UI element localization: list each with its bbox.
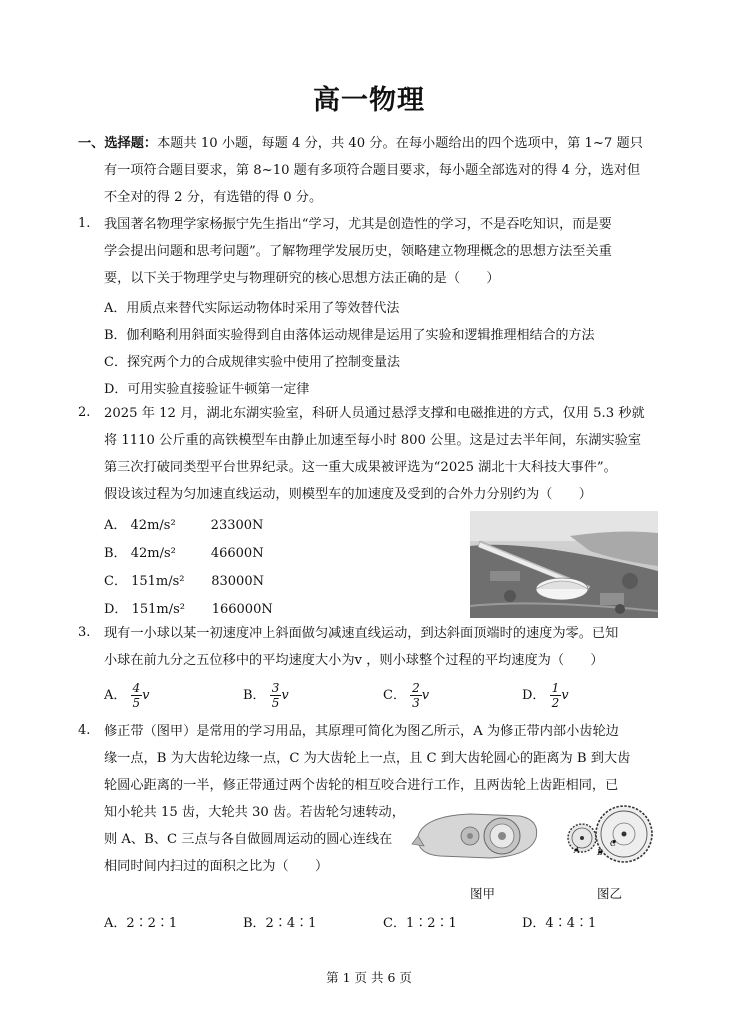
question-2-number: 2. [78,405,91,420]
question-1-option-a: A．用质点来替代实际运动物体时采用了等效替代法 [104,301,400,316]
velocity-symbol: v [142,688,150,703]
velocity-symbol: v [421,688,430,703]
question-3-option-b [243,681,289,710]
figure-caption-jia: 图甲 [470,886,496,901]
question-1-line: 学会提出问题和思考问题”。了解物理学发展历史，领略建立物理概念的思想方法至关重 [104,244,612,259]
question-2-line: 2025 年 12 月，湖北东湖实验室，科研人员通过悬浮支撑和电磁推进的方式，仅用 5.3 秒就 [104,406,645,421]
question-4-line: 轮圆心距离的一半，修正带通过两个齿轮的相互咬合进行工作，且两齿轮上齿距相同，已 [104,778,619,793]
question-1-option-c: C．探究两个力的合成规律实验中使用了控制变量法 [104,355,400,370]
question-3-number: 3. [78,625,91,640]
question-3-line: 现有一小球以某一初速度冲上斜面做匀减速直线运动，到达斜面顶端时的速度为零。已知 [104,626,619,641]
question-2-line: 将 1110 公斤重的高铁模型车由静止加速至每小时 800 公里。这是过去半年间，东湖实验室 [104,433,642,448]
question-2-line: 假设该过程为匀加速直线运动，则模型车的加速度及受到的合外力分别约为（ ） [104,487,592,502]
question-1-line: 我国著名物理学家杨振宁先生指出“学习，尤其是创造性的学习，不是吞吃知识，而是要 [104,217,612,232]
option-acceleration: 42m/s² [130,546,176,561]
question-1-line: 要，以下关于物理学史与物理研究的核心思想方法正确的是（ ） [104,271,500,286]
question-4-line: 知小轮共 15 齿，大轮共 30 齿。若齿轮匀速转动， [104,805,405,820]
velocity-symbol: v [561,688,569,703]
option-force: 166000N [211,602,273,617]
option-letter: D． [522,688,546,703]
denominator: 2 [551,696,560,710]
question-4-line: 相同时间内扫过的面积之比为（ ） [104,859,329,874]
gear-label-b: B [597,848,603,857]
denominator: 3 [412,696,420,710]
option-force: 23300N [210,518,264,533]
section-intro-text: 本题共 10 小题，每题 4 分，共 40 分。在每小题给出的四个选项中，第 1~7 题只 [157,136,643,151]
section-intro-line-3: 不全对的得 2 分，有选错的得 0 分。 [104,190,323,205]
correction-tape-icon [412,814,537,858]
option-letter: C． [104,574,127,589]
question-3-line: 小球在前九分之五位移中的平均速度大小为v ，则小球整个过程的平均速度为（ ） [104,653,604,668]
question-4-line: 缘一点，B 为大齿轮边缘一点，C 为大齿轮上一点，且 C 到大齿轮圆心的距离为 B 到大齿 [104,751,631,766]
lab-aerial-photo [470,511,658,618]
fraction [131,681,143,710]
denominator: 5 [132,696,141,710]
option-force: 46600N [210,546,264,561]
question-1-number: 1. [78,216,91,231]
question-4-option-c: C．1∶2∶1 [383,916,457,931]
numerator: 3 [271,681,280,695]
option-letter: A． [104,688,127,703]
section-intro-line-1 [78,135,643,153]
question-4-number: 4. [78,723,91,738]
option-letter: D． [104,602,128,617]
numerator: 4 [132,681,141,695]
question-4-option-d: D．4∶4∶1 [522,916,597,931]
option-letter: C． [383,688,406,703]
question-1-option-d: D．可用实验直接验证牛顿第一定律 [104,382,310,397]
option-letter: B． [243,688,266,703]
option-acceleration: 151m/s² [131,602,185,617]
question-2-option-c [104,570,264,589]
numerator: 2 [412,681,420,695]
question-4-option-b: B．2∶4∶1 [243,916,317,931]
question-3-option-d [522,681,569,710]
question-2-option-a [104,514,263,533]
question-3-option-a [104,681,150,710]
figure-caption-yi: 图乙 [597,886,623,901]
denominator: 5 [271,696,280,710]
fraction [550,681,562,710]
page-footer: 第 1 页 共 6 页 [326,970,412,985]
numerator: 1 [551,681,560,695]
question-4-line: 修正带（图甲）是常用的学习用品，其原理可简化为图乙所示，A 为修正带内部小齿轮边 [104,724,619,739]
page-title: 高一物理 [313,85,425,116]
fraction [270,681,282,710]
gear-label-c: C [610,839,617,848]
fraction [410,681,422,710]
section-heading: 一、选择题： [78,136,158,151]
question-2-option-b [104,542,264,561]
correction-tape-figure [410,800,660,868]
option-letter: B． [104,546,127,561]
velocity-symbol: v [281,688,289,703]
question-1-option-b: B．伽利略利用斜面实验得到自由落体运动规律是运用了实验和逻辑推理相结合的方法 [104,328,595,343]
gear-diagram [568,806,652,862]
option-acceleration: 151m/s² [131,574,185,589]
option-letter: A． [104,518,127,533]
option-acceleration: 42m/s² [130,518,176,533]
question-4-line: 则 A、B、C 三点与各自做圆周运动的圆心连线在 [104,832,393,847]
question-2-line: 第三次打破同类型平台世界纪录。这一重大成果被评选为“2025 湖北十大科技大事件”。 [104,460,617,475]
question-2-option-d [104,598,273,617]
question-4-option-a: A．2∶2∶1 [104,916,178,931]
option-force: 83000N [211,574,264,589]
section-intro-line-2: 有一项符合题目要求，第 8~10 题有多项符合题目要求，每小题全部选对的得 4 分，选对但 [104,163,641,178]
question-3-option-c [383,681,429,710]
gear-label-a: A [574,846,580,855]
